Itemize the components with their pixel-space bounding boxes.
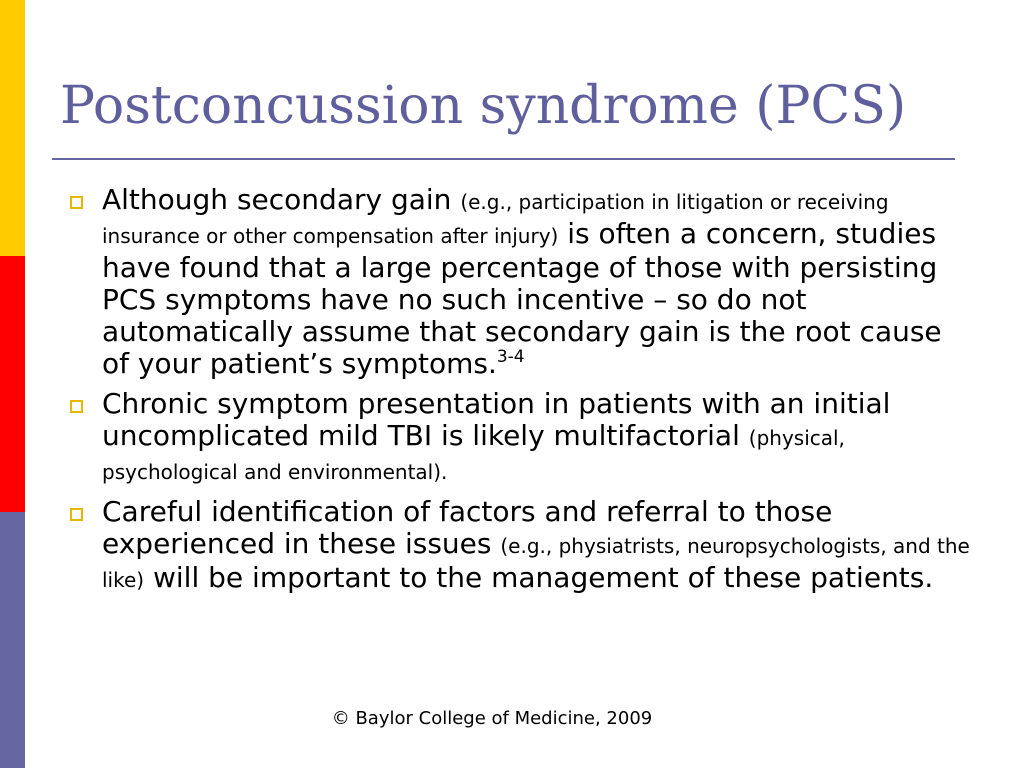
slide-title: Postconcussion syndrome (PCS) <box>60 76 907 136</box>
sidebar-yellow-band <box>0 0 25 256</box>
footer-text: © Baylor College of Medicine, 2009 <box>331 708 653 729</box>
title-divider <box>52 158 955 160</box>
bullet-text: Although secondary gain <box>102 183 461 216</box>
bullet-item-chronic-symptoms <box>70 388 975 488</box>
bullet-item-referral <box>70 496 975 596</box>
bullet-text-continued: will be important to the management of these patients. <box>144 561 934 594</box>
sidebar-blue-band <box>0 512 25 768</box>
bullet-list <box>70 184 975 604</box>
bullet-item-secondary-gain <box>70 184 975 380</box>
bullet-aside: (e.g., participation in litigation or receiving insurance or other compensation after injury) <box>102 190 889 248</box>
bullet-text: Careful identification of factors and referral to those experienced in these issues <box>102 495 833 560</box>
citation-superscript: 3-4 <box>496 347 525 367</box>
copyright-footer <box>0 708 1024 729</box>
bullet-text: Chronic symptom presentation in patients with an initial uncomplicated mild TBI is likely multifactorial <box>102 387 891 452</box>
bullet-aside: (e.g., physiatrists, neuropsychologists, and the like) <box>102 534 970 592</box>
bullet-text-continued: is often a concern, studies have found that a large percentage of those with persisting PCS symptoms have no such incentive – so do not automatically assume that secondary gain is the root cause of your patient’s symptoms. <box>102 217 942 380</box>
bullet-square-icon <box>70 400 83 413</box>
bullet-square-icon <box>70 508 83 521</box>
bullet-aside: (physical, psychological and environmental). <box>102 426 845 484</box>
sidebar-red-band <box>0 256 25 512</box>
bullet-square-icon <box>70 196 83 209</box>
